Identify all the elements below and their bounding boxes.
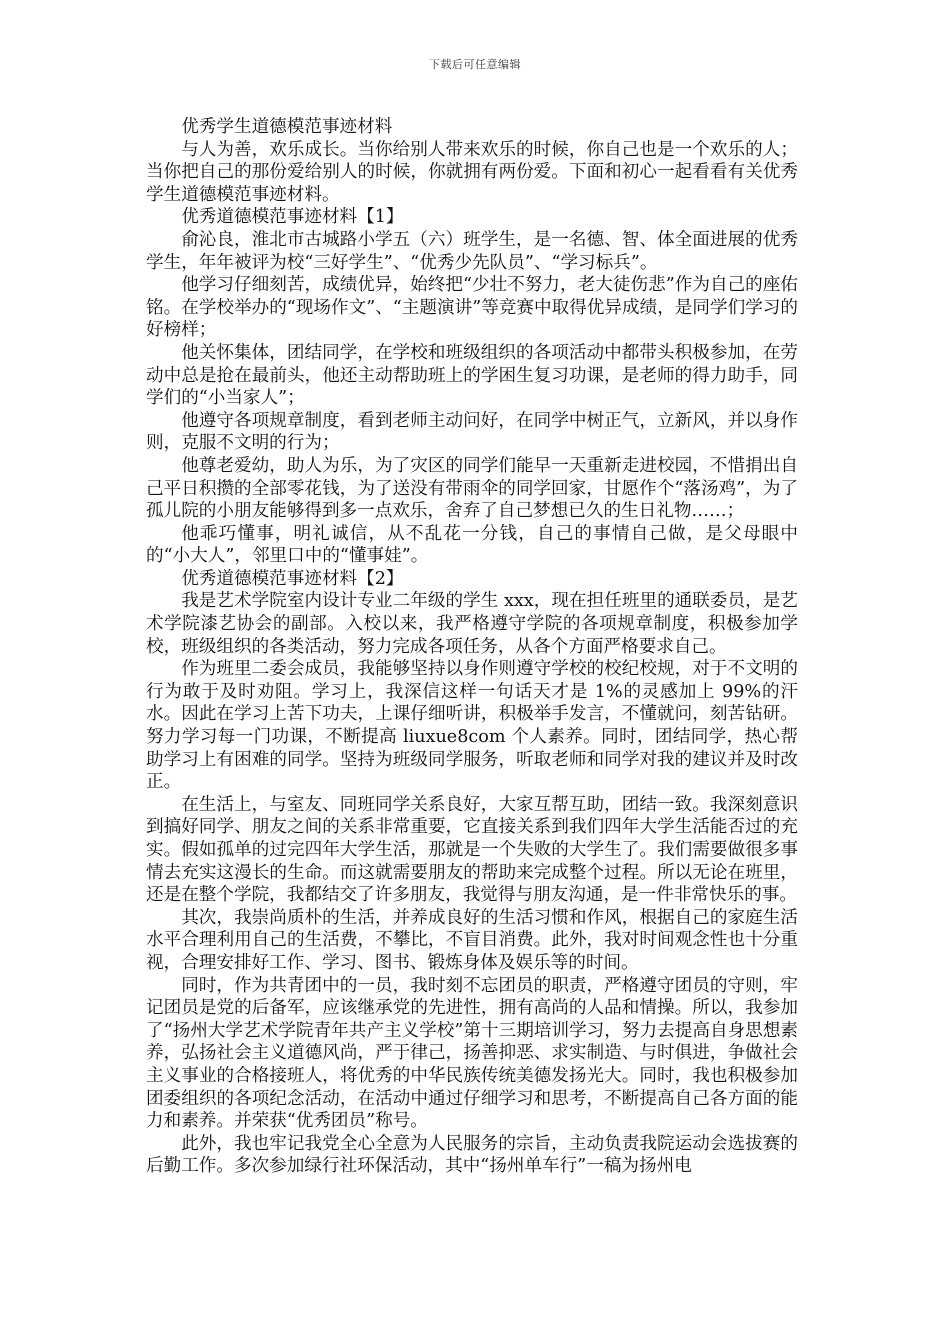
section-heading: 优秀道德模范事迹材料【1】 (181, 207, 404, 228)
paragraph: 此外，我也牢记我党全心全意为人民服务的宗旨，主动负责我院运动会选拔赛的后勤工作。多次参加绿行社环保活动，其中“扬州单车行”一稿为扬州电 (146, 1133, 798, 1177)
paragraph: 在生活上，与室友、同班同学关系良好，大家互帮互助，团结一致。我深刻意识到搞好同学、朋友之间的关系非常重要，它直接关系到我们四年大学生活能否过的充实。假如孤单的过完四年大学生活，那就是一个失败的大学生了。我们需要做很多事情去充实这漫长的生命。而这就需要朋友的帮助来完成整个过程。所以无论在班里，还是在整个学院，我都结交了许多朋友，我觉得与朋友沟通，是一件非常快乐的事。 (146, 794, 798, 906)
paragraph: 他乖巧懂事，明礼诚信，从不乱花一分钱，自己的事情自己做，是父母眼中的“小大人”，邻里口中的“懂事娃”。 (146, 523, 798, 567)
paragraph: 同时，作为共青团中的一员，我时刻不忘团员的职责，严格遵守团员的守则，牢记团员是党的后备军，应该继承党的先进性，拥有高尚的人品和情操。所以，我参加了“扬州大学艺术学院青年共产主义学校”第十三期培训学习，努力去提高自身思想素养，弘扬社会主义道德风尚，严于律己，扬善抑恶、求实制造、与时俱进，争做社会主义事业的合格接班人，将优秀的中华民族传统美德发扬光大。同时，我也积极参加团委组织的各项纪念活动，在活动中通过仔细学习和思考，不断提高自己各方面的能力和素养。并荣获“优秀团员”称号。 (146, 975, 798, 1132)
paragraph: 俞沁良，淮北市古城路小学五（六）班学生，是一名德、智、体全面进展的优秀学生，年年被评为校“三好学生”、“优秀少先队员”、“学习标兵”。 (146, 229, 798, 273)
document-title: 优秀学生道德模范事迹材料 (181, 117, 393, 137)
paragraph: 他尊老爱幼，助人为乐，为了灾区的同学们能早一天重新走进校园，不惜捐出自己平日积攒的全部零花钱，为了送没有带雨伞的同学回家，甘愿作个“落汤鸡”，为了孤儿院的小朋友能够得到多一点欢乐，舍弃了自己梦想已久的生日礼物……； (146, 455, 798, 522)
paragraph: 他学习仔细刻苦，成绩优异，始终把“少壮不努力，老大徒伤悲”作为自己的座佑铭。在学校举办的“现场作文”、“主题演讲”等竞赛中取得优异成绩，是同学们学习的好榜样； (146, 275, 798, 341)
page-header-note: 下载后可任意编辑 (429, 58, 521, 71)
paragraph: 我是艺术学院室内设计专业二年级的学生 xxx，现在担任班里的通联委员，是艺术学院漆艺协会的副部。入校以来，我严格遵守学院的各项规章制度，积极参加学校，班级组织的各类活动，努力完成各项任务，从各个方面严格要求自己。 (146, 591, 798, 657)
document-body (146, 116, 798, 1178)
paragraph: 作为班里二委会成员，我能够坚持以身作则遵守学校的校纪校规，对于不文明的行为敢于及时劝阻。学习上，我深信这样一句话天才是 1%的灵感加上 99%的汗水。因此在学习上苦下功夫，上课仔细听讲，积极举手发言，不懂就问，刻苦钻研。努力学习每一门功课，不断提高 liuxue8com 个人素养。同时，团结同学，热心帮助学习上有困难的同学。坚持为班级同学服务，听取老师和同学对我的建议并及时改正。 (146, 659, 798, 793)
paragraph: 与人为善，欢乐成长。当你给别人带来欢乐的时候，你自己也是一个欢乐的人；当你把自己的那份爱给别人的时候，你就拥有两份爱。下面和初心一起看看有关优秀学生道德模范事迹材料。 (146, 139, 798, 205)
paragraph: 他遵守各项规章制度，看到老师主动问好，在同学中树正气，立新风，并以身作则，克服不文明的行为； (146, 410, 798, 454)
paragraph: 他关怀集体，团结同学，在学校和班级组织的各项活动中都带头积极参加，在劳动中总是抢在最前头，他还主动帮助班上的学困生复习功课，是老师的得力助手，同学们的“小当家人”； (146, 342, 798, 409)
paragraph: 其次，我崇尚质朴的生活，并养成良好的生活习惯和作风，根据自己的家庭生活水平合理利用自己的生活费，不攀比，不盲目消费。此外，我对时间观念性也十分重视，合理安排好工作、学习、图书、锻炼身体及娱乐等的时间。 (146, 907, 798, 973)
section-heading: 优秀道德模范事迹材料【2】 (181, 568, 404, 589)
